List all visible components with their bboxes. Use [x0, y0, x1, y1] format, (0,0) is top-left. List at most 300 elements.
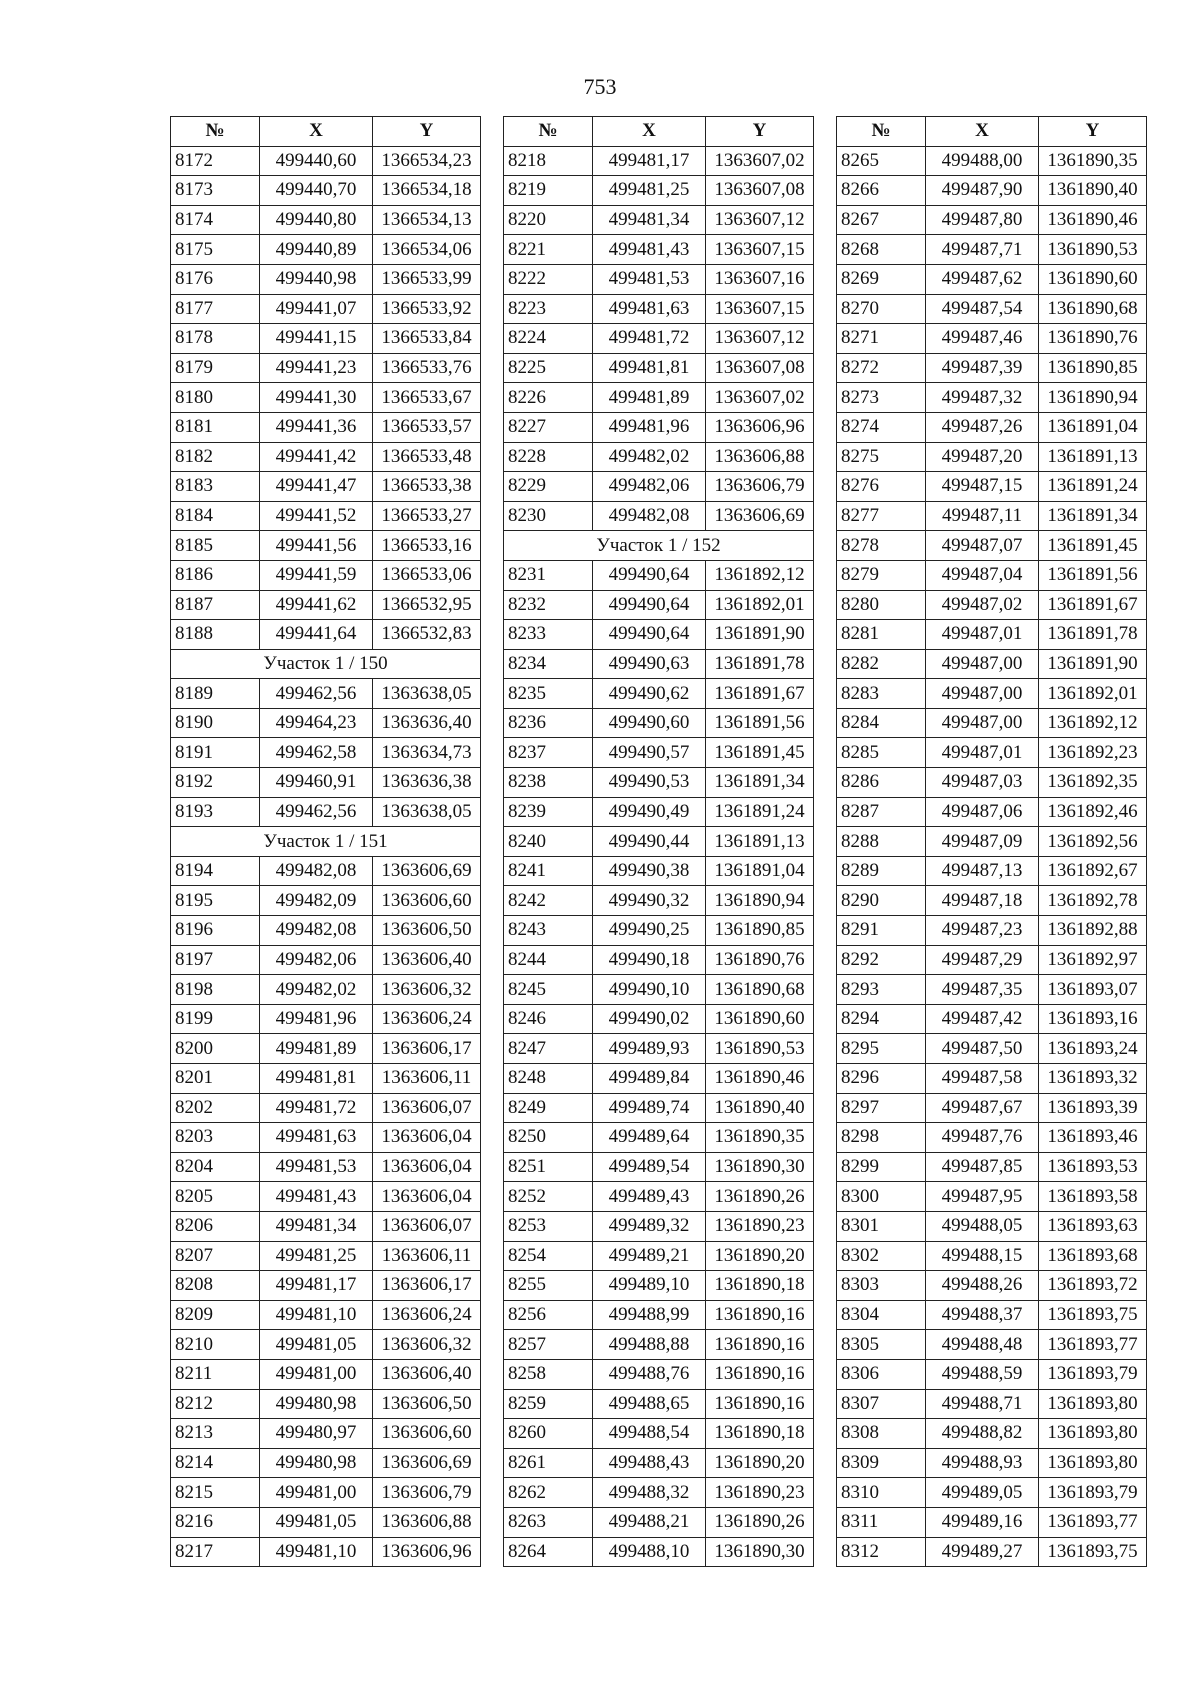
x-coordinate: 499488,76	[593, 1359, 706, 1389]
table-row	[171, 1507, 481, 1537]
x-coordinate: 499487,67	[926, 1093, 1039, 1123]
point-number: 8289	[837, 856, 926, 886]
point-number: 8178	[171, 324, 260, 354]
point-number: 8296	[837, 1064, 926, 1094]
y-coordinate: 1361891,34	[706, 768, 814, 798]
point-number: 8263	[504, 1507, 593, 1537]
table-row	[171, 294, 481, 324]
table-row	[504, 916, 814, 946]
point-number: 8273	[837, 383, 926, 413]
x-coordinate: 499490,63	[593, 649, 706, 679]
x-coordinate: 499488,37	[926, 1300, 1039, 1330]
y-coordinate: 1363607,15	[706, 235, 814, 265]
x-coordinate: 499487,35	[926, 975, 1039, 1005]
table-row	[504, 1152, 814, 1182]
table-row	[837, 1507, 1147, 1537]
table-row	[837, 531, 1147, 561]
y-coordinate: 1366533,67	[373, 383, 481, 413]
x-coordinate: 499441,07	[260, 294, 373, 324]
y-coordinate: 1363607,16	[706, 264, 814, 294]
y-coordinate: 1361890,23	[706, 1478, 814, 1508]
table-row	[504, 1330, 814, 1360]
x-coordinate: 499487,85	[926, 1152, 1039, 1182]
y-coordinate: 1363607,08	[706, 176, 814, 206]
point-number: 8305	[837, 1330, 926, 1360]
x-coordinate: 499482,02	[260, 975, 373, 1005]
point-number: 8182	[171, 442, 260, 472]
coordinates-table-left	[170, 116, 481, 1567]
point-number: 8254	[504, 1241, 593, 1271]
point-number: 8188	[171, 620, 260, 650]
point-number: 8285	[837, 738, 926, 768]
table-row	[504, 1004, 814, 1034]
x-coordinate: 499487,32	[926, 383, 1039, 413]
table-row	[171, 1537, 481, 1567]
y-coordinate: 1361892,56	[1039, 827, 1147, 857]
point-number: 8244	[504, 945, 593, 975]
y-coordinate: 1361890,26	[706, 1507, 814, 1537]
x-coordinate: 499481,34	[260, 1211, 373, 1241]
table-row	[837, 1034, 1147, 1064]
table-row	[504, 1093, 814, 1123]
x-coordinate: 499462,58	[260, 738, 373, 768]
x-coordinate: 499440,80	[260, 205, 373, 235]
point-number: 8200	[171, 1034, 260, 1064]
y-coordinate: 1361891,78	[1039, 620, 1147, 650]
y-coordinate: 1361893,77	[1039, 1507, 1147, 1537]
coordinates-table-middle	[503, 116, 814, 1567]
point-number: 8301	[837, 1211, 926, 1241]
table-row	[837, 886, 1147, 916]
y-coordinate: 1363606,32	[373, 975, 481, 1005]
point-number: 8214	[171, 1448, 260, 1478]
point-number: 8201	[171, 1064, 260, 1094]
y-coordinate: 1361890,20	[706, 1448, 814, 1478]
x-coordinate: 499481,25	[593, 176, 706, 206]
coordinates-table-right	[836, 116, 1147, 1567]
table-row	[504, 1537, 814, 1567]
x-coordinate: 499487,00	[926, 649, 1039, 679]
table-row	[837, 620, 1147, 650]
x-coordinate: 499488,00	[926, 146, 1039, 176]
x-coordinate: 499482,02	[593, 442, 706, 472]
point-number: 8238	[504, 768, 593, 798]
point-number: 8222	[504, 264, 593, 294]
table-row	[837, 738, 1147, 768]
point-number: 8302	[837, 1241, 926, 1271]
table-row	[171, 797, 481, 827]
table-row	[837, 1182, 1147, 1212]
y-coordinate: 1363606,24	[373, 1004, 481, 1034]
x-coordinate: 499481,89	[260, 1034, 373, 1064]
section-row	[171, 827, 481, 857]
table-row	[171, 146, 481, 176]
x-coordinate: 499488,82	[926, 1419, 1039, 1449]
point-number: 8292	[837, 945, 926, 975]
point-number: 8219	[504, 176, 593, 206]
y-coordinate: 1363606,11	[373, 1241, 481, 1271]
x-coordinate: 499481,43	[260, 1182, 373, 1212]
x-coordinate: 499490,62	[593, 679, 706, 709]
table-row	[504, 1034, 814, 1064]
table-row	[171, 501, 481, 531]
point-number: 8288	[837, 827, 926, 857]
y-coordinate: 1361890,20	[706, 1241, 814, 1271]
table-row	[171, 1093, 481, 1123]
x-coordinate: 499490,60	[593, 708, 706, 738]
point-number: 8293	[837, 975, 926, 1005]
point-number: 8271	[837, 324, 926, 354]
y-coordinate: 1363606,88	[706, 442, 814, 472]
point-number: 8265	[837, 146, 926, 176]
x-coordinate: 499488,32	[593, 1478, 706, 1508]
section-title: Участок 1 / 152	[504, 531, 814, 561]
table-row	[837, 1448, 1147, 1478]
x-coordinate: 499488,05	[926, 1211, 1039, 1241]
x-coordinate: 499487,71	[926, 235, 1039, 265]
y-coordinate: 1361893,32	[1039, 1064, 1147, 1094]
x-coordinate: 499441,36	[260, 412, 373, 442]
y-coordinate: 1366534,18	[373, 176, 481, 206]
x-coordinate: 499487,29	[926, 945, 1039, 975]
table-row	[504, 1300, 814, 1330]
x-coordinate: 499481,17	[260, 1271, 373, 1301]
x-coordinate: 499487,13	[926, 856, 1039, 886]
y-coordinate: 1361892,46	[1039, 797, 1147, 827]
x-coordinate: 499441,59	[260, 560, 373, 590]
point-number: 8240	[504, 827, 593, 857]
table-row	[504, 1507, 814, 1537]
table-row	[504, 1271, 814, 1301]
x-coordinate: 499481,05	[260, 1330, 373, 1360]
x-coordinate: 499488,21	[593, 1507, 706, 1537]
point-number: 8236	[504, 708, 593, 738]
table-row	[171, 1211, 481, 1241]
point-number: 8177	[171, 294, 260, 324]
table-row	[504, 590, 814, 620]
y-coordinate: 1363606,79	[706, 472, 814, 502]
point-number: 8274	[837, 412, 926, 442]
y-coordinate: 1361890,23	[706, 1211, 814, 1241]
point-number: 8298	[837, 1123, 926, 1153]
x-coordinate: 499488,43	[593, 1448, 706, 1478]
x-coordinate: 499440,60	[260, 146, 373, 176]
point-number: 8259	[504, 1389, 593, 1419]
y-coordinate: 1363606,04	[373, 1182, 481, 1212]
y-coordinate: 1361892,88	[1039, 916, 1147, 946]
y-coordinate: 1363636,38	[373, 768, 481, 798]
x-coordinate: 499490,53	[593, 768, 706, 798]
section-row	[171, 649, 481, 679]
y-coordinate: 1361890,30	[706, 1152, 814, 1182]
y-coordinate: 1363606,07	[373, 1093, 481, 1123]
x-coordinate: 499487,39	[926, 353, 1039, 383]
table-row	[171, 620, 481, 650]
point-number: 8282	[837, 649, 926, 679]
y-coordinate: 1361891,34	[1039, 501, 1147, 531]
point-number: 8281	[837, 620, 926, 650]
x-coordinate: 499490,10	[593, 975, 706, 1005]
y-coordinate: 1361892,12	[1039, 708, 1147, 738]
point-number: 8209	[171, 1300, 260, 1330]
y-coordinate: 1361891,90	[706, 620, 814, 650]
x-coordinate: 499488,71	[926, 1389, 1039, 1419]
point-number: 8242	[504, 886, 593, 916]
y-coordinate: 1363638,05	[373, 679, 481, 709]
y-coordinate: 1361891,67	[706, 679, 814, 709]
x-coordinate: 499441,23	[260, 353, 373, 383]
x-coordinate: 499490,18	[593, 945, 706, 975]
y-coordinate: 1363606,50	[373, 1389, 481, 1419]
y-coordinate: 1361890,16	[706, 1389, 814, 1419]
y-coordinate: 1361893,58	[1039, 1182, 1147, 1212]
point-number: 8250	[504, 1123, 593, 1153]
header-x: X	[593, 117, 706, 147]
y-coordinate: 1363606,69	[706, 501, 814, 531]
point-number: 8286	[837, 768, 926, 798]
table-row	[504, 560, 814, 590]
x-coordinate: 499487,01	[926, 620, 1039, 650]
y-coordinate: 1363636,40	[373, 708, 481, 738]
y-coordinate: 1361892,01	[1039, 679, 1147, 709]
point-number: 8193	[171, 797, 260, 827]
x-coordinate: 499487,06	[926, 797, 1039, 827]
x-coordinate: 499487,76	[926, 1123, 1039, 1153]
y-coordinate: 1363606,96	[373, 1537, 481, 1567]
table-row	[504, 1389, 814, 1419]
table-row	[837, 294, 1147, 324]
table-row	[171, 1300, 481, 1330]
x-coordinate: 499490,44	[593, 827, 706, 857]
point-number: 8210	[171, 1330, 260, 1360]
y-coordinate: 1363606,07	[373, 1211, 481, 1241]
x-coordinate: 499489,64	[593, 1123, 706, 1153]
y-coordinate: 1363638,05	[373, 797, 481, 827]
point-number: 8206	[171, 1211, 260, 1241]
point-number: 8297	[837, 1093, 926, 1123]
header-row	[837, 117, 1147, 147]
y-coordinate: 1361891,67	[1039, 590, 1147, 620]
table-row	[171, 916, 481, 946]
y-coordinate: 1361892,12	[706, 560, 814, 590]
y-coordinate: 1363634,73	[373, 738, 481, 768]
table-row	[504, 1359, 814, 1389]
x-coordinate: 499489,10	[593, 1271, 706, 1301]
y-coordinate: 1361893,24	[1039, 1034, 1147, 1064]
table-row	[504, 856, 814, 886]
table-row	[171, 975, 481, 1005]
point-number: 8270	[837, 294, 926, 324]
y-coordinate: 1363606,79	[373, 1478, 481, 1508]
x-coordinate: 499480,98	[260, 1448, 373, 1478]
point-number: 8220	[504, 205, 593, 235]
point-number: 8306	[837, 1359, 926, 1389]
point-number: 8269	[837, 264, 926, 294]
table-row	[171, 679, 481, 709]
point-number: 8227	[504, 412, 593, 442]
point-number: 8304	[837, 1300, 926, 1330]
table-row	[504, 679, 814, 709]
x-coordinate: 499440,70	[260, 176, 373, 206]
y-coordinate: 1361891,04	[1039, 412, 1147, 442]
x-coordinate: 499490,25	[593, 916, 706, 946]
point-number: 8309	[837, 1448, 926, 1478]
x-coordinate: 499441,52	[260, 501, 373, 531]
table-row	[837, 1152, 1147, 1182]
header-y: Y	[373, 117, 481, 147]
x-coordinate: 499487,01	[926, 738, 1039, 768]
x-coordinate: 499481,53	[593, 264, 706, 294]
y-coordinate: 1361892,67	[1039, 856, 1147, 886]
table-row	[837, 916, 1147, 946]
table-row	[504, 353, 814, 383]
x-coordinate: 499490,64	[593, 620, 706, 650]
table-row	[837, 975, 1147, 1005]
table-row	[171, 176, 481, 206]
point-number: 8264	[504, 1537, 593, 1567]
point-number: 8211	[171, 1359, 260, 1389]
x-coordinate: 499487,95	[926, 1182, 1039, 1212]
point-number: 8307	[837, 1389, 926, 1419]
table-row	[837, 324, 1147, 354]
table-row	[837, 1064, 1147, 1094]
x-coordinate: 499488,65	[593, 1389, 706, 1419]
y-coordinate: 1361890,16	[706, 1300, 814, 1330]
x-coordinate: 499489,27	[926, 1537, 1039, 1567]
point-number: 8225	[504, 353, 593, 383]
x-coordinate: 499481,89	[593, 383, 706, 413]
table-row	[837, 649, 1147, 679]
x-coordinate: 499488,15	[926, 1241, 1039, 1271]
table-row	[171, 353, 481, 383]
table-row	[837, 383, 1147, 413]
point-number: 8184	[171, 501, 260, 531]
y-coordinate: 1361892,35	[1039, 768, 1147, 798]
y-coordinate: 1361890,68	[706, 975, 814, 1005]
y-coordinate: 1363606,24	[373, 1300, 481, 1330]
table-row	[504, 649, 814, 679]
table-row	[837, 146, 1147, 176]
x-coordinate: 499462,56	[260, 679, 373, 709]
table-row	[504, 1064, 814, 1094]
y-coordinate: 1361890,18	[706, 1419, 814, 1449]
point-number: 8181	[171, 412, 260, 442]
x-coordinate: 499487,50	[926, 1034, 1039, 1064]
point-number: 8189	[171, 679, 260, 709]
x-coordinate: 499481,63	[593, 294, 706, 324]
header-number: №	[837, 117, 926, 147]
y-coordinate: 1366534,06	[373, 235, 481, 265]
point-number: 8241	[504, 856, 593, 886]
x-coordinate: 499487,02	[926, 590, 1039, 620]
point-number: 8268	[837, 235, 926, 265]
x-coordinate: 499490,02	[593, 1004, 706, 1034]
x-coordinate: 499481,25	[260, 1241, 373, 1271]
y-coordinate: 1361890,76	[706, 945, 814, 975]
point-number: 8194	[171, 856, 260, 886]
header-number: №	[504, 117, 593, 147]
header-row	[171, 117, 481, 147]
y-coordinate: 1363606,04	[373, 1152, 481, 1182]
y-coordinate: 1361891,45	[1039, 531, 1147, 561]
x-coordinate: 499440,98	[260, 264, 373, 294]
table-row	[837, 235, 1147, 265]
y-coordinate: 1361893,77	[1039, 1330, 1147, 1360]
x-coordinate: 499490,32	[593, 886, 706, 916]
x-coordinate: 499487,54	[926, 294, 1039, 324]
point-number: 8199	[171, 1004, 260, 1034]
x-coordinate: 499481,34	[593, 205, 706, 235]
y-coordinate: 1363607,12	[706, 205, 814, 235]
y-coordinate: 1361893,80	[1039, 1448, 1147, 1478]
x-coordinate: 499441,47	[260, 472, 373, 502]
table-row	[171, 708, 481, 738]
y-coordinate: 1363606,04	[373, 1123, 481, 1153]
y-coordinate: 1361893,80	[1039, 1419, 1147, 1449]
y-coordinate: 1361893,39	[1039, 1093, 1147, 1123]
point-number: 8258	[504, 1359, 593, 1389]
x-coordinate: 499489,74	[593, 1093, 706, 1123]
y-coordinate: 1366533,06	[373, 560, 481, 590]
point-number: 8251	[504, 1152, 593, 1182]
header-y: Y	[1039, 117, 1147, 147]
point-number: 8228	[504, 442, 593, 472]
table-row	[837, 708, 1147, 738]
x-coordinate: 499487,80	[926, 205, 1039, 235]
table-row	[837, 176, 1147, 206]
x-coordinate: 499487,26	[926, 412, 1039, 442]
x-coordinate: 499487,00	[926, 679, 1039, 709]
x-coordinate: 499490,49	[593, 797, 706, 827]
y-coordinate: 1361893,75	[1039, 1537, 1147, 1567]
x-coordinate: 499482,08	[260, 856, 373, 886]
table-row	[504, 442, 814, 472]
x-coordinate: 499481,00	[260, 1478, 373, 1508]
table-row	[504, 235, 814, 265]
point-number: 8195	[171, 886, 260, 916]
y-coordinate: 1363606,40	[373, 945, 481, 975]
x-coordinate: 499489,54	[593, 1152, 706, 1182]
y-coordinate: 1366534,13	[373, 205, 481, 235]
y-coordinate: 1361890,18	[706, 1271, 814, 1301]
x-coordinate: 499488,99	[593, 1300, 706, 1330]
table-row	[837, 827, 1147, 857]
section-title: Участок 1 / 150	[171, 649, 481, 679]
table-row	[171, 442, 481, 472]
x-coordinate: 499481,81	[593, 353, 706, 383]
x-coordinate: 499480,98	[260, 1389, 373, 1419]
y-coordinate: 1366533,57	[373, 412, 481, 442]
page-number: 753	[583, 74, 617, 99]
point-number: 8267	[837, 205, 926, 235]
point-number: 8203	[171, 1123, 260, 1153]
point-number: 8275	[837, 442, 926, 472]
table-row	[837, 945, 1147, 975]
table-row	[171, 1123, 481, 1153]
point-number: 8191	[171, 738, 260, 768]
x-coordinate: 499489,93	[593, 1034, 706, 1064]
point-number: 8276	[837, 472, 926, 502]
point-number: 8192	[171, 768, 260, 798]
y-coordinate: 1361892,23	[1039, 738, 1147, 768]
table-row	[837, 590, 1147, 620]
table-row	[171, 1241, 481, 1271]
point-number: 8224	[504, 324, 593, 354]
x-coordinate: 499481,96	[260, 1004, 373, 1034]
point-number: 8173	[171, 176, 260, 206]
x-coordinate: 499481,10	[260, 1300, 373, 1330]
y-coordinate: 1361890,94	[706, 886, 814, 916]
